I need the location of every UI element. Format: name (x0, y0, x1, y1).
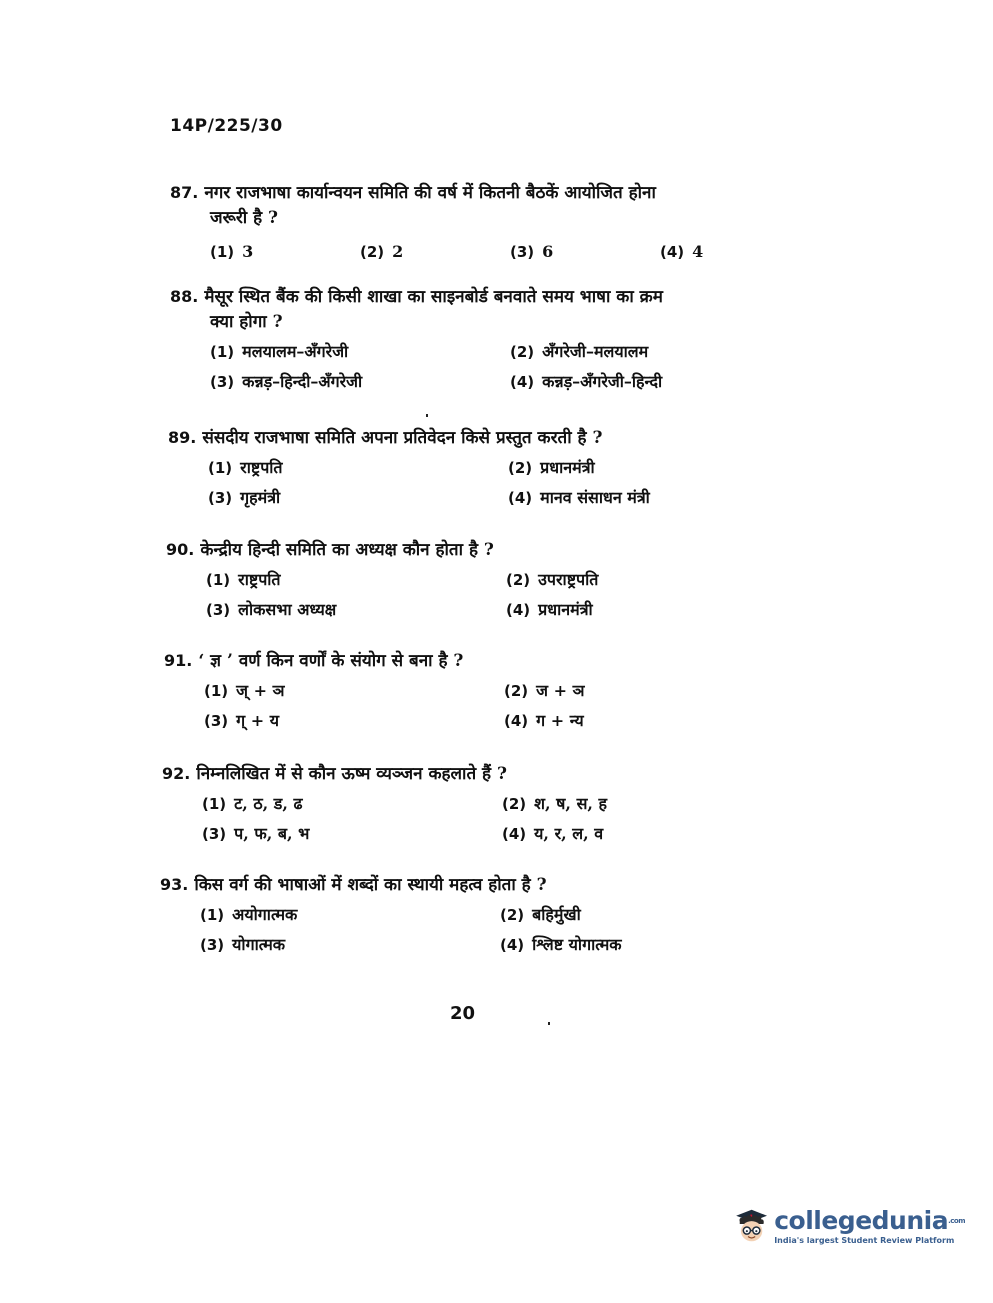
student-mascot-icon (735, 1196, 768, 1258)
option-text: अँगरेजी–मलयालम (542, 342, 649, 361)
question-87 (170, 180, 810, 263)
question-text: ‘ ज्ञ ’ वर्ण किन वर्णों के संयोग से बना है ? (198, 651, 464, 671)
option-2 (504, 680, 804, 702)
option-number: (2) (510, 343, 535, 361)
question-91 (164, 648, 804, 732)
option-2 (506, 569, 806, 591)
question-text: मैसूर स्थित बैंक की किसी शाखा का साइनबोर्ड बनवाते समय भाषा का क्रम (204, 287, 663, 307)
option-text: ज् + ञ (236, 681, 285, 700)
question-line (162, 761, 802, 787)
question-89 (168, 425, 808, 509)
question-text: संसदीय राजभाषा समिति अपना प्रतिवेदन किसे प्रस्तुत करती है ? (202, 428, 603, 448)
question-90 (166, 537, 806, 621)
option-2 (500, 904, 800, 926)
option-number: (4) (506, 601, 531, 619)
option-number: (1) (202, 795, 227, 813)
logo-text (774, 1207, 965, 1247)
option-3 (204, 710, 504, 732)
option-text: 4 (692, 242, 704, 261)
scan-speck (426, 414, 428, 417)
question-text: नगर राजभाषा कार्यान्वयन समिति की वर्ष में कितनी बैठकें आयोजित होना (204, 183, 656, 203)
option-2 (508, 457, 808, 479)
option-number: (2) (360, 243, 385, 261)
options (202, 793, 802, 845)
option-number: (3) (202, 825, 227, 843)
question-number: 89. (168, 428, 197, 447)
options (208, 457, 808, 509)
option-text: बहिर्मुखी (532, 905, 581, 924)
option-text: राष्ट्रपति (240, 458, 283, 477)
option-number: (2) (500, 906, 525, 924)
option-text: राष्ट्रपति (238, 570, 281, 589)
option-1 (210, 341, 510, 363)
option-text: उपराष्ट्रपति (538, 570, 599, 589)
question-line (166, 537, 806, 563)
option-number: (1) (204, 682, 229, 700)
option-number: (3) (510, 243, 535, 261)
question-number: 93. (160, 875, 189, 894)
option-3 (210, 371, 510, 393)
option-text: गृहमंत्री (240, 488, 281, 507)
question-88 (170, 284, 810, 393)
option-number: (4) (660, 243, 685, 261)
option-number: (3) (204, 712, 229, 730)
option-text: लोकसभा अध्यक्ष (238, 600, 337, 619)
option-number: (2) (506, 571, 531, 589)
option-text: य, र, ल, व (534, 824, 604, 843)
option-number: (2) (508, 459, 533, 477)
option-4 (508, 487, 808, 509)
question-line (170, 180, 810, 206)
option-text: मलयालम–अँगरेजी (242, 342, 349, 361)
option-3 (206, 599, 506, 621)
options (210, 341, 810, 393)
option-number: (1) (200, 906, 225, 924)
option-text: प, फ, ब, भ (234, 824, 310, 843)
option-text: ग + न्य (536, 711, 584, 730)
option-number: (4) (504, 712, 529, 730)
option-number: (4) (508, 489, 533, 507)
option-1 (208, 457, 508, 479)
option-text: श, ष, स, ह (534, 794, 608, 813)
collegedunia-logo (735, 1196, 965, 1258)
option-4 (504, 710, 804, 732)
option-text: ग् + य (236, 711, 279, 730)
option-number: (2) (502, 795, 527, 813)
question-line (164, 648, 804, 674)
option-number: (1) (210, 243, 235, 261)
question-line (170, 284, 810, 310)
question-text-cont: जरूरी है ? (210, 208, 279, 228)
brand-name (774, 1207, 965, 1235)
question-line (168, 425, 808, 451)
option-1 (202, 793, 502, 815)
option-text: योगात्मक (232, 935, 286, 954)
option-1 (206, 569, 506, 591)
paper-code: 14P/225/30 (170, 116, 283, 136)
option-1 (210, 241, 360, 263)
brand-wordmark: collegedunia (774, 1206, 949, 1235)
option-number: (1) (208, 459, 233, 477)
option-3 (200, 934, 500, 956)
option-number: (1) (210, 343, 235, 361)
question-number: 88. (170, 287, 199, 306)
option-4 (502, 823, 802, 845)
question-text-cont: क्या होगा ? (210, 312, 283, 332)
option-text: कन्नड़–अँगरेजी–हिन्दी (542, 372, 663, 391)
option-3 (510, 241, 660, 263)
option-text: श्लिष्ट योगात्मक (532, 935, 622, 954)
options (204, 680, 804, 732)
option-text: प्रधानमंत्री (540, 458, 595, 477)
option-number: (3) (210, 373, 235, 391)
question-93 (160, 872, 800, 956)
option-text: ट, ठ, ड, ढ (234, 794, 303, 813)
option-text: 2 (392, 242, 404, 261)
option-text: ज + ञ (536, 681, 585, 700)
question-line (160, 872, 800, 898)
question-number: 91. (164, 651, 193, 670)
option-3 (202, 823, 502, 845)
option-number: (3) (200, 936, 225, 954)
option-number: (4) (510, 373, 535, 391)
option-number: (4) (502, 825, 527, 843)
option-text: अयोगात्मक (232, 905, 298, 924)
options (206, 569, 806, 621)
question-number: 90. (166, 540, 195, 559)
option-number: (2) (504, 682, 529, 700)
option-3 (208, 487, 508, 509)
option-2 (510, 341, 810, 363)
option-text: प्रधानमंत्री (538, 600, 593, 619)
question-number: 87. (170, 183, 199, 202)
option-2 (502, 793, 802, 815)
option-4 (510, 371, 810, 393)
option-text: कन्नड़–हिन्दी–अँगरेजी (242, 372, 363, 391)
scan-speck (548, 1022, 550, 1025)
option-2 (360, 241, 510, 263)
options (200, 904, 800, 956)
option-4 (506, 599, 806, 621)
question-text: किस वर्ग की भाषाओं में शब्दों का स्थायी महत्व होता है ? (194, 875, 547, 895)
question-number: 92. (162, 764, 191, 783)
options (210, 241, 810, 263)
question-text: निम्नलिखित में से कौन ऊष्म व्यञ्जन कहलाते हैं ? (196, 764, 507, 784)
option-number: (3) (206, 601, 231, 619)
brand-domain: .com (948, 1217, 965, 1225)
question-text: केन्द्रीय हिन्दी समिति का अध्यक्ष कौन होता है ? (200, 540, 494, 560)
option-number: (4) (500, 936, 525, 954)
option-4 (500, 934, 800, 956)
option-1 (204, 680, 504, 702)
option-4 (660, 241, 810, 263)
option-number: (1) (206, 571, 231, 589)
brand-tagline: India's largest Student Review Platform (774, 1236, 955, 1245)
option-text: 6 (542, 242, 554, 261)
option-text: 3 (242, 242, 254, 261)
question-92 (162, 761, 802, 845)
option-number: (3) (208, 489, 233, 507)
page-number: 20 (450, 1003, 476, 1024)
option-1 (200, 904, 500, 926)
option-text: मानव संसाधन मंत्री (540, 488, 650, 507)
